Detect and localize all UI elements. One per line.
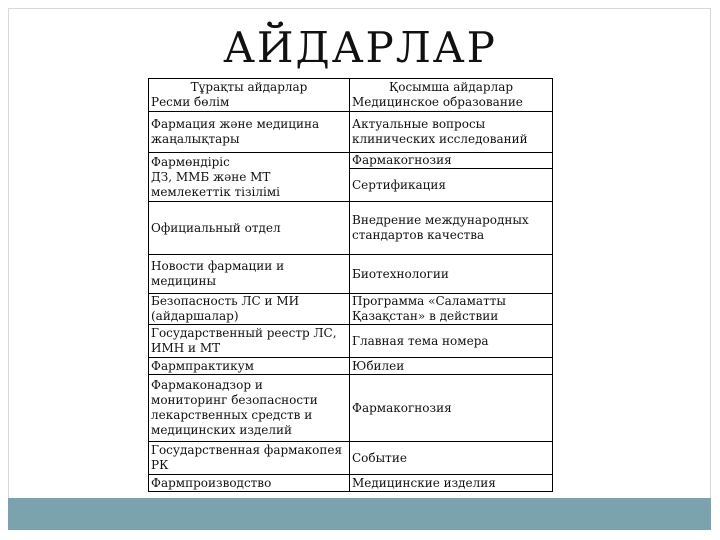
additional-rubrics-heading: Қосымша айдарлар bbox=[388, 80, 514, 94]
table-row bbox=[149, 325, 553, 358]
table-row bbox=[149, 294, 553, 325]
table-cell-left: Фармөндіріс ДЗ, ММБ және МТ мемлекеттік тізілімі bbox=[149, 153, 350, 202]
table-cell-right: Фармакогнозия bbox=[350, 375, 553, 442]
table-cell-left: Официальный отдел bbox=[149, 202, 350, 255]
table-row bbox=[149, 475, 553, 492]
official-section-label: Ресми бөлім bbox=[151, 95, 230, 109]
table-row bbox=[149, 358, 553, 375]
table-row bbox=[149, 153, 553, 169]
table-cell-right: Биотехнологии bbox=[350, 255, 553, 294]
table-cell-left: Государственная фармакопея РК bbox=[149, 442, 350, 475]
table-row bbox=[149, 442, 553, 475]
table-cell-left: Безопасность ЛС и МИ (айдаршалар) bbox=[149, 294, 350, 325]
table-cell-left: Государственный реестр ЛС, ИМН и МТ bbox=[149, 325, 350, 358]
table-cell-right: Внедрение международных стандартов качества bbox=[350, 202, 553, 255]
table-row bbox=[149, 255, 553, 294]
slide-title: АЙДАРЛАР bbox=[223, 23, 497, 72]
table-cell-left: Фармпрактикум bbox=[149, 358, 350, 375]
rubrics-table bbox=[148, 78, 553, 492]
header-left-cell bbox=[149, 79, 350, 112]
table-cell-left: Фармпроизводство bbox=[149, 475, 350, 492]
table-cell-right: Событие bbox=[350, 442, 553, 475]
table-header-row bbox=[149, 79, 553, 112]
table-cell-right: Медицинские изделия bbox=[350, 475, 553, 492]
table-row bbox=[149, 112, 553, 153]
table-cell-right: Программа «Саламатты Қазақстан» в действии bbox=[350, 294, 553, 325]
table-cell-right: Фармакогнозия bbox=[350, 153, 553, 169]
permanent-rubrics-heading: Тұрақты айдарлар bbox=[190, 80, 308, 94]
table-cell-right: Сертификация bbox=[350, 169, 553, 202]
bottom-accent-bar bbox=[8, 498, 711, 530]
table-row bbox=[149, 375, 553, 442]
table-cell-right: Главная тема номера bbox=[350, 325, 553, 358]
table-cell-left: Фармация және медицина жаңалықтары bbox=[149, 112, 350, 153]
table-cell-left: Новости фармации и медицины bbox=[149, 255, 350, 294]
header-right-cell bbox=[350, 79, 553, 112]
table-cell-right: Актуальные вопросы клинических исследований bbox=[350, 112, 553, 153]
table-row bbox=[149, 202, 553, 255]
table-cell-left: Фармаконадзор и мониторинг безопасности лекарственных средств и медицинских изделий bbox=[149, 375, 350, 442]
table-cell-right: Юбилеи bbox=[350, 358, 553, 375]
medical-education-label: Медицинское образование bbox=[352, 95, 523, 109]
